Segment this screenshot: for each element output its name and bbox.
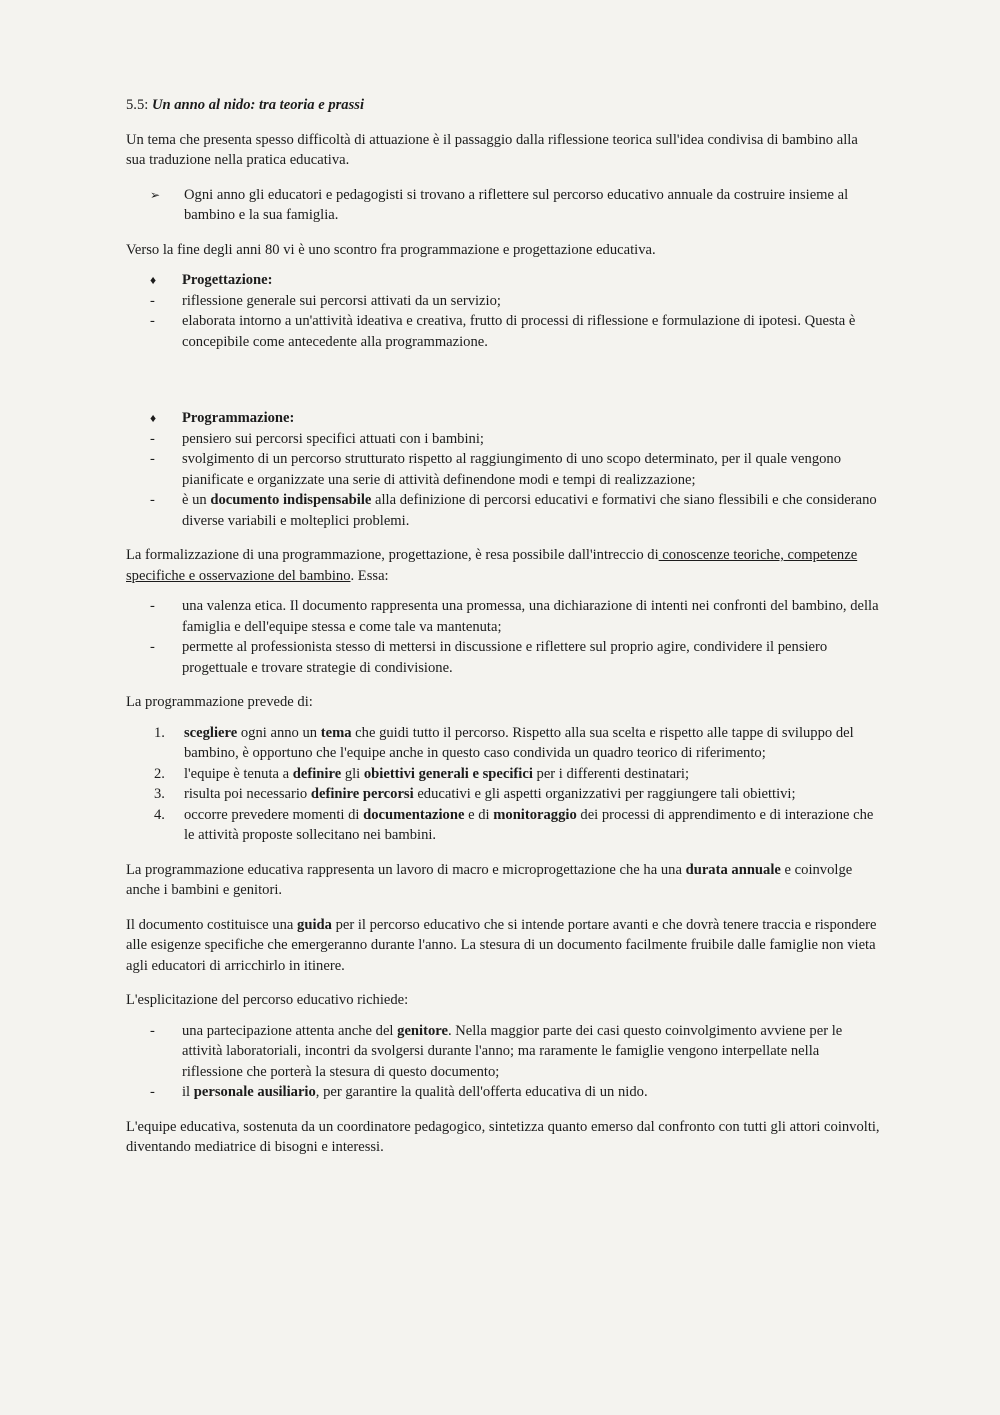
- text-run: e di: [464, 806, 494, 823]
- programmazione-title: Programmazione:: [182, 410, 295, 426]
- text-run: una partecipazione attenta anche del: [182, 1022, 398, 1039]
- dash-bullet-icon: -: [150, 1084, 155, 1100]
- numbered-item: [126, 764, 880, 785]
- item-number: 2.: [154, 765, 165, 782]
- numbered-item: [126, 784, 880, 805]
- numbered-item-text: [184, 764, 689, 785]
- numbered-item-text: [184, 723, 880, 764]
- bold-text: definire: [292, 765, 342, 782]
- text-run: alla definizione di percorsi educativi e formativi che siano flessibili e che considerano diverse variabili e molteplici problemi.: [182, 492, 877, 529]
- numbered-item: [126, 805, 880, 846]
- progettazione-list: [126, 291, 880, 353]
- list-item: [126, 637, 880, 678]
- guide-paragraph: [126, 915, 880, 977]
- dash-bullet-icon: -: [150, 492, 155, 508]
- dash-bullet-icon: -: [150, 451, 155, 467]
- list-item-text: [182, 1021, 880, 1083]
- text-run: per il percorso educativo che si intende portare avanti e che dovrà tenere traccia e rispondere alle esigenze specifiche che emergeranno durante l'anno. La stesura di un documento facilmente fruibile dalle famiglie non vieta agli educatori di arricchirlo in itinere.: [126, 916, 877, 974]
- requirements-list: [126, 1021, 880, 1103]
- numbered-item: [126, 723, 880, 764]
- progettazione-heading: [150, 270, 880, 291]
- text-run: dei processi di apprendimento e di interazione che le attività proposte sollecitano nei bambini.: [184, 806, 874, 843]
- progettazione-section: [126, 270, 880, 352]
- bold-text: obiettivi generali e specifici: [363, 765, 533, 782]
- text-run: è un: [182, 492, 211, 508]
- bold-text: tema: [320, 724, 352, 741]
- programmazione-section: [126, 408, 880, 531]
- list-item: [126, 449, 880, 490]
- text-run: e coinvolge anche i bambini e genitori.: [126, 861, 853, 898]
- text-run: per i differenti destinatari;: [532, 765, 690, 782]
- text-run: La programmazione educativa rappresenta un lavoro di macro e microprogettazione che ha una: [126, 861, 686, 878]
- arrow-item: [150, 185, 880, 226]
- item-number: 1.: [154, 724, 165, 741]
- item-number: 3.: [154, 786, 165, 802]
- text-run: . Nella maggior parte dei casi questo coinvolgimento avviene per le attività laboratoriali, incontri da svolgersi durante l'anno; ma raramente le famiglie vengono interpellate nella riflessione che porterà la stesura di questo documento;: [182, 1022, 843, 1080]
- section-number: 5.5:: [126, 97, 149, 113]
- list-item-text: elaborata intorno a un'attività ideativa e creativa, frutto di processi di riflessione e formulazione di ipotesi. Questa è concepibile come antecedente alla programmazione.: [182, 313, 856, 350]
- arrow-bullet-icon: ➢: [150, 187, 161, 202]
- dash-bullet-icon: -: [150, 313, 155, 329]
- text-run: gli: [341, 765, 364, 782]
- text-run: La formalizzazione di una programmazione, progettazione, è resa possibile dall'intreccio di: [126, 547, 659, 563]
- list-item-text: permette al professionista stesso di mettersi in discussione e riflettere sul proprio agire, condividere il pensiero progettuale e trovare strategie di condivisione.: [182, 639, 828, 676]
- list-item-text: riflessione generale sui percorsi attivati da un servizio;: [182, 292, 501, 309]
- text-run: l'equipe è tenuta a: [184, 765, 293, 782]
- text-run: . Essa:: [350, 567, 389, 584]
- bold-text: genitore: [397, 1022, 448, 1039]
- bold-text: scegliere: [184, 724, 238, 741]
- bold-text: monitoraggio: [493, 806, 577, 823]
- text-run: ogni anno un: [237, 724, 321, 741]
- list-item-text: [182, 490, 880, 531]
- dash-bullet-icon: -: [150, 292, 155, 309]
- text-run: che guidi tutto il percorso. Rispetto alla sua scelta e rispetto alle tappe di sviluppo del bambino, è opportuno che l'equipe anche in questo caso condivida un quadro teorico di riferimento;: [184, 724, 854, 761]
- dash-bullet-icon: -: [150, 1022, 155, 1039]
- numbered-list: [126, 723, 880, 846]
- diamond-bullet-icon: ♦: [150, 273, 157, 287]
- list-item-text: svolgimento di un percorso strutturato rispetto al raggiungimento di uno scopo determinato, per il quale vengono pianificate e organizzate una serie di attività definendone modi e tempi di realizzazione;: [182, 451, 842, 488]
- list-item: [126, 1082, 880, 1103]
- list-item: [126, 429, 880, 450]
- closing-paragraph: L'equipe educativa, sostenuta da un coordinatore pedagogico, sintetizza quanto emerso dal confronto con tutti gli attori coinvolti, diventando mediatrice di bisogni e interessi.: [126, 1118, 880, 1155]
- bold-text: guida: [297, 916, 332, 933]
- bold-text: personale ausiliario: [193, 1084, 316, 1100]
- programmazione-list: [126, 429, 880, 532]
- list-item: [126, 490, 880, 531]
- context-paragraph: Verso la fine degli anni 80 vi è uno scontro fra programmazione e progettazione educativa.: [126, 241, 656, 258]
- numbered-item-text: [184, 784, 796, 805]
- section-title: Un anno al nido: tra teoria e prassi: [151, 97, 365, 113]
- list-item-text: [182, 1082, 648, 1103]
- item-number: 4.: [154, 806, 165, 823]
- programmazione-heading: [150, 408, 880, 429]
- dash-bullet-icon: -: [150, 639, 155, 655]
- bold-text: definire percorsi: [310, 786, 414, 802]
- text-run: Il documento costituisce una: [126, 916, 298, 933]
- annual-paragraph: [126, 860, 880, 901]
- dash-bullet-icon: -: [150, 430, 155, 447]
- list-item: [126, 291, 880, 312]
- arrow-list: [150, 185, 880, 226]
- list-item-text: pensiero sui percorsi specifici attuati con i bambini;: [182, 430, 484, 447]
- essa-list: [126, 596, 880, 678]
- text-run: il: [182, 1084, 194, 1100]
- text-run: risulta poi necessario: [184, 786, 311, 802]
- requirements-paragraph: L'esplicitazione del percorso educativo richiede:: [126, 992, 409, 1008]
- diamond-bullet-icon: ♦: [150, 411, 157, 425]
- bold-text: documento indispensabile: [210, 492, 372, 508]
- section-heading: [126, 95, 880, 116]
- numbered-item-text: [184, 805, 880, 846]
- blank-space: [126, 366, 880, 408]
- bold-text: durata annuale: [685, 861, 781, 878]
- list-item: [126, 1021, 880, 1083]
- dash-bullet-icon: -: [150, 598, 155, 614]
- underlined-text: conoscenze teoriche, competenze specifiche e osservazione del bambino: [126, 547, 858, 584]
- text-run: , per garantire la qualità dell'offerta educativa di un nido.: [315, 1084, 648, 1100]
- formalization-paragraph: [126, 545, 880, 586]
- text-run: educativi e gli aspetti organizzativi per raggiungere tali obiettivi;: [413, 786, 796, 802]
- text-run: occorre prevedere momenti di: [184, 806, 364, 823]
- bold-text: documentazione: [363, 806, 465, 823]
- prevede-paragraph: La programmazione prevede di:: [126, 694, 313, 710]
- arrow-item-text: Ogni anno gli educatori e pedagogisti si trovano a riflettere sul percorso educativo annuale da costruire insieme al bambino e la sua famiglia.: [184, 186, 849, 223]
- list-item: [126, 311, 880, 352]
- list-item-text: una valenza etica. Il documento rappresenta una promessa, una dichiarazione di intenti nei confronti del bambino, della famiglia e dell'equipe stessa e come tale va mantenuta;: [182, 598, 879, 635]
- progettazione-title: Progettazione:: [182, 272, 273, 288]
- list-item: [126, 596, 880, 637]
- intro-paragraph: Un tema che presenta spesso difficoltà di attuazione è il passaggio dalla riflessione teorica sull'idea condivisa di bambino alla sua traduzione nella pratica educativa.: [126, 131, 858, 168]
